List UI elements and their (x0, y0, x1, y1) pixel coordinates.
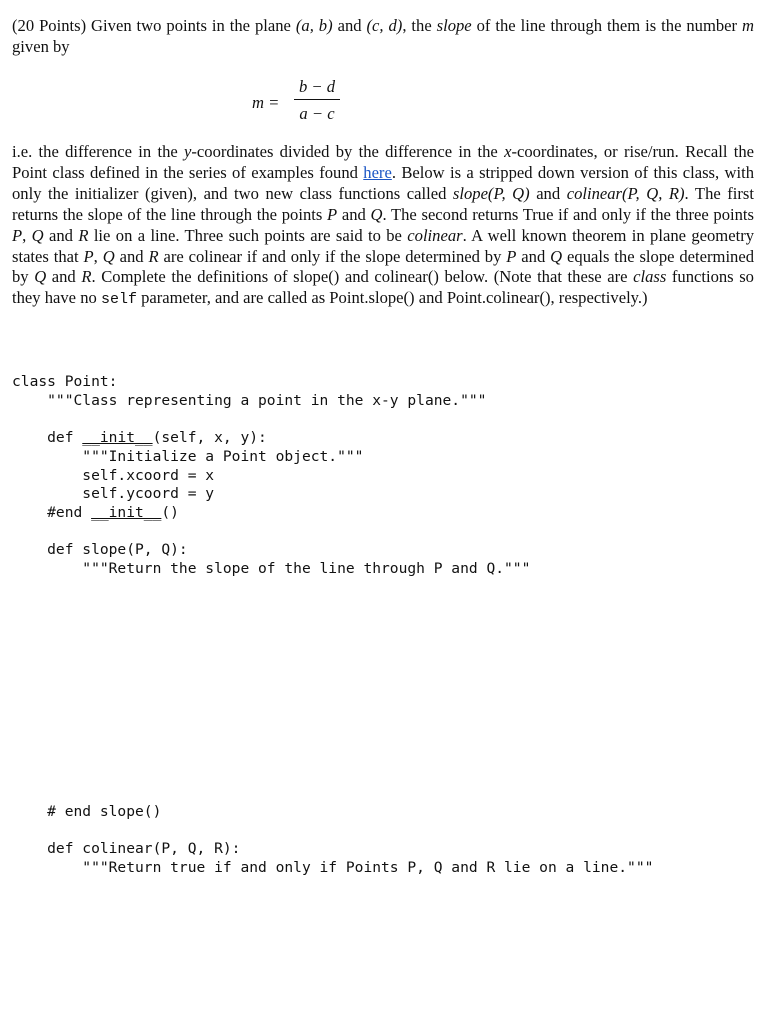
code-line-class: class Point: (12, 373, 118, 390)
point-ab: (a, b) (295, 16, 333, 35)
class-term: class (633, 267, 667, 287)
self-keyword: self (100, 291, 137, 309)
code-slope-definition (12, 541, 530, 578)
slope-signature: slope(P, Q) (452, 183, 530, 203)
code-line-end-slope: # end slope() (12, 803, 162, 820)
equation-fraction (294, 76, 340, 124)
code-line-class-docstring: """Class representing a point in the x-y plane.""" (12, 391, 487, 409)
explanation-paragraph: i.e. the difference in the y-coordinates divided by the difference in the x-coordinates, or rise/run. Recall the Point class defined in the series of examples found here. Below is a stripped down version of this class, with only the initializer (given), and two new class functions called slope(P, Q) and colinear(P, Q, R). The first returns the slope of the line through the points P and Q. The second returns True if and only if the three points P, Q and R lie on a line. Three such points are said to be colinear. A well known theorem in plane geometry states that P, Q and R are colinear if and only if the slope determined by P and Q equals the slope determined by Q and R. Complete the definitions of slope() and colinear() below. (Note that these are class functions so they have no self parameter, and are called as Point.slope() and Point.colinear(), respectively.) (12, 142, 755, 309)
code-line-xcoord: self.xcoord = x (12, 466, 215, 484)
code-colinear-definition (12, 840, 653, 877)
code-line-colinear-def: def colinear(P, Q, R): (12, 840, 241, 857)
code-line-ycoord: self.ycoord = y (12, 485, 215, 503)
code-line-init-docstring: """Initialize a Point object.""" (12, 447, 364, 465)
code-class-definition (12, 373, 486, 523)
colinear-term: colinear (407, 225, 463, 245)
fraction-bar (294, 99, 340, 100)
points-label: (20 Points) (12, 16, 87, 35)
colinear-signature: colinear(P, Q, R) (566, 183, 685, 203)
here-link[interactable]: here (363, 162, 392, 182)
code-blank-line (12, 410, 486, 429)
equation-lhs: m = (252, 93, 280, 112)
problem-statement: (20 Points) Given two points in the plane (a, b) and (c, d), the slope of the line through them is the number m given by (12, 16, 755, 56)
slope-term: slope (436, 16, 472, 35)
code-line-slope-def: def slope(P, Q): (12, 541, 188, 558)
code-line-colinear-docstring: """Return true if and only if Points P, Q and R lie on a line.""" (12, 858, 654, 876)
m-variable: m (742, 16, 755, 35)
code-line-end-init: #end __init__() (12, 503, 179, 521)
equation-numerator: b − d (298, 77, 336, 96)
point-cd: (c, d) (366, 16, 403, 35)
equation-denominator: a − c (299, 104, 335, 123)
code-line-init-def: def __init__(self, x, y): (12, 429, 267, 447)
code-line-slope-docstring: """Return the slope of the line through P and Q.""" (12, 559, 531, 577)
